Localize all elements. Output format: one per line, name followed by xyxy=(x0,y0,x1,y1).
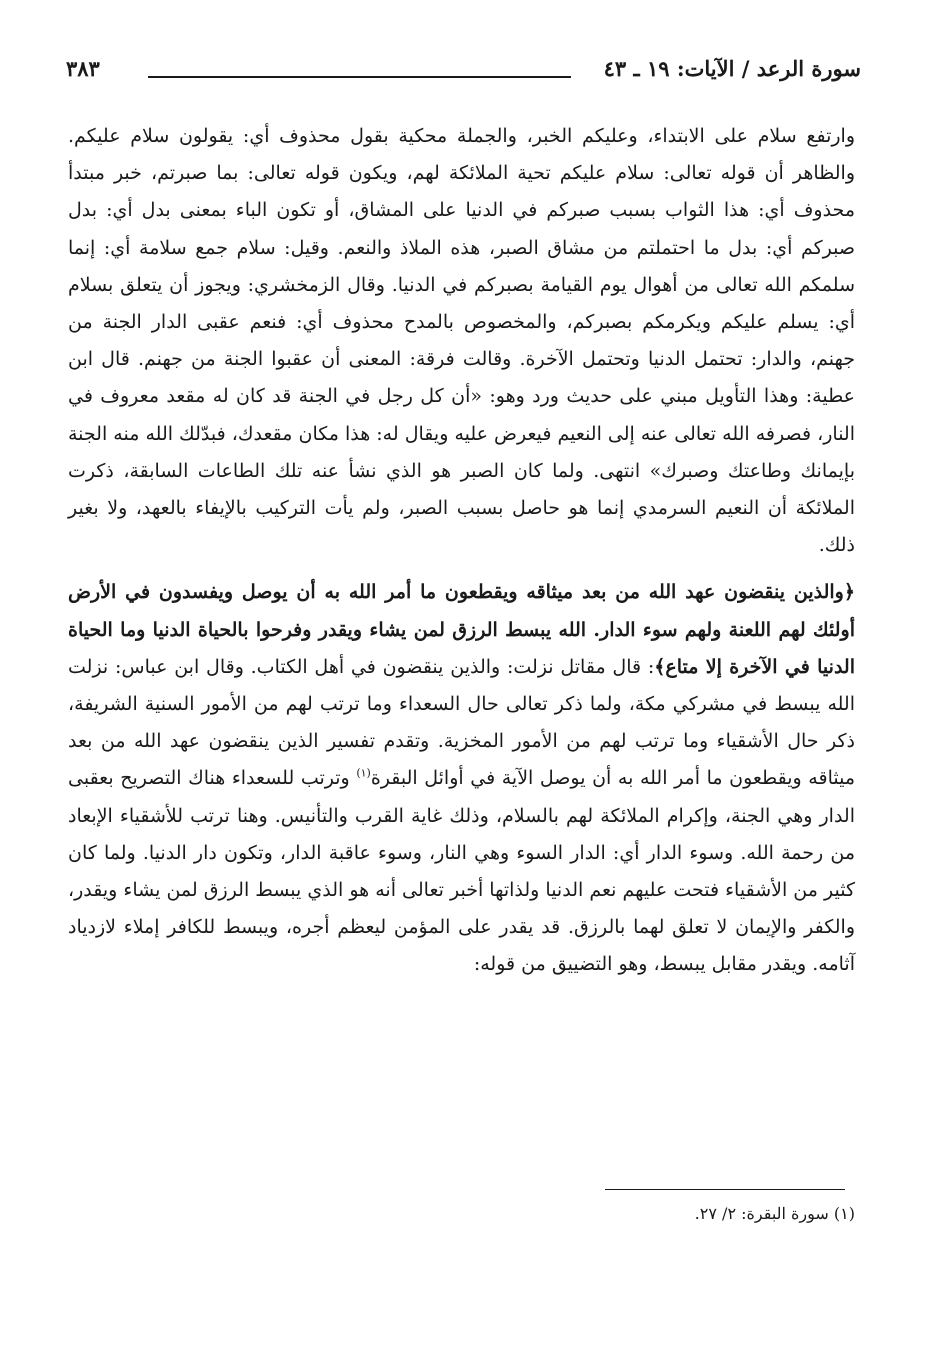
main-text xyxy=(68,118,855,984)
footnote-rule xyxy=(605,1189,845,1190)
header-rule xyxy=(148,76,571,78)
footnote-reference: (١) xyxy=(356,767,371,781)
paragraph-2-text-b: وترتب للسعداء هناك التصريح بعقبى الدار وهي الجنة، وإكرام الملائكة لهم بالسلام، وذلك غاية القرب والتأنيس. وهنا ترتب للأشقياء الإبعاد من رحمة الله. وسوء الدار أي: الدار السوء وهي النار، وسوء عاقبة الدار، وتكون دار الدنيا. ولما كان كثير من الأشقياء فتحت عليهم نعم الدنيا ولذاتها أخبر تعالى أنه هو الذي يبسط الرزق لمن يشاء ويقدر، والكفر والإيمان لا تعلق لهما بالرزق. قد يقدر على المؤمن ليعظم أجره، ويبسط للكافر إملاء لازدياد آثامه. ويقدر مقابل يبسط، وهو التضييق من قوله: xyxy=(68,767,855,976)
page-number: ٣٨٣ xyxy=(66,56,100,81)
paragraph-2 xyxy=(68,574,855,983)
running-title: سورة الرعد / الآيات: ١٩ ـ ٤٣ xyxy=(603,56,861,81)
page-header xyxy=(66,56,861,88)
paragraph-2-text-a: : قال مقاتل نزلت: والذين ينقضون في أهل الكتاب. وقال ابن عباس: نزلت الله يبسط في مشركي مكة، ولما ذكر تعالى حال السعداء وما ترتب لهم من الأمور السنية الشريفة، ذكر حال الأشقياء وما ترتب لهم من الأمور المخزية. وتقدم تفسير الذين ينقضون عهد الله من بعد ميثاقه ويقطعون ما أمر الله به أن يوصل الآية في أوائل البقرة xyxy=(68,655,855,790)
quran-verse: ﴿والذين ينقضون عهد الله من بعد ميثاقه ويقطعون ما أمر الله به أن يوصل ويفسدون في الأرض أولئك لهم اللعنة ولهم سوء الدار. الله يبسط الرزق لمن يشاء ويقدر وفرحوا بالحياة الدنيا وما الحياة الدنيا في الآخرة إلا متاع﴾ xyxy=(68,581,855,678)
paragraph-1: وارتفع سلام على الابتداء، وعليكم الخبر، والجملة محكية بقول محذوف أي: يقولون سلام عليكم. والظاهر أن قوله تعالى: سلام عليكم تحية الملائكة لهم، ويكون قوله تعالى: بما صبرتم، خبر مبتدأ محذوف أي: هذا الثواب بسبب صبركم في الدنيا على المشاق، أو تكون الباء بمعنى بدل أي: بدل صبركم أي: بدل ما احتملتم من مشاق الصبر، هذه الملاذ والنعم. وقيل: سلام جمع سلامة أي: إنما سلمكم الله تعالى من أهوال يوم القيامة بصبركم في الدنيا. وقال الزمخشري: ويجوز أن يتعلق بسلام أي: يسلم عليكم ويكرمكم بصبركم، والمخصوص بالمدح محذوف أي: فنعم عقبى الدار الجنة من جهنم، والدار: تحتمل الدنيا وتحتمل الآخرة. وقالت فرقة: المعنى أن عقبوا الجنة من جهنم. قال ابن عطية: وهذا التأويل مبني على حديث ورد وهو: «أن كل رجل في الجنة قد كان له مقعد معروف في النار، فصرفه الله تعالى عنه إلى النعيم فيعرض عليه ويقال له: هذا مكان مقعدك، فبدّلك الله منه الجنة بإيمانك وطاعتك وصبرك» انتهى. ولما كان الصبر هو الذي نشأ عنه تلك الطاعات السابقة، ذكرت الملائكة أن النعيم السرمدي إنما هو حاصل بسبب الصبر، ولم يأت التركيب بالإيفاء بالعهد، ولا بغير ذلك. xyxy=(68,125,855,557)
footnote: (١) سورة البقرة: ٢/ ٢٧. xyxy=(694,1204,855,1223)
